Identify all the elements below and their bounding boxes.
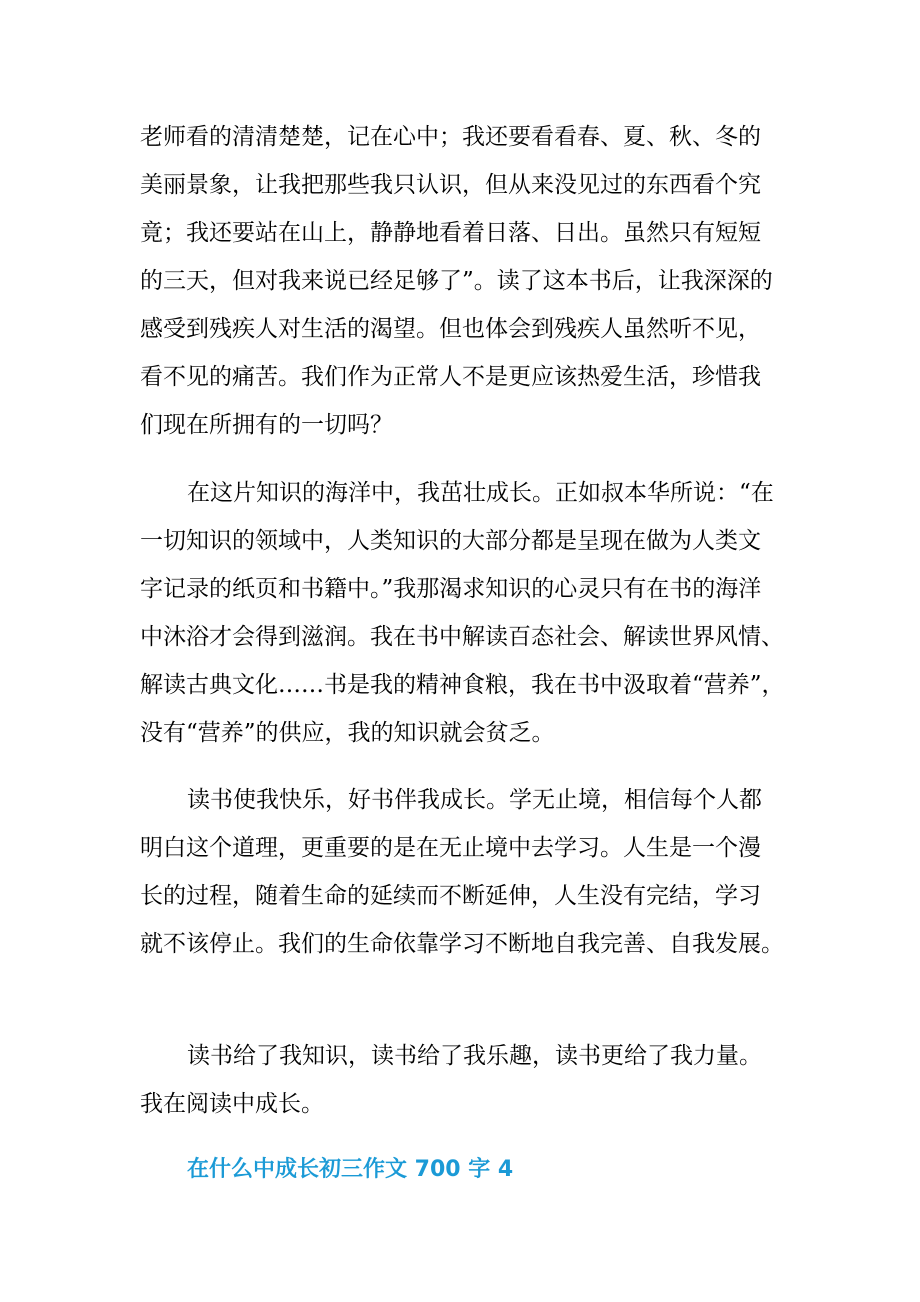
text-line: 美丽景象，让我把那些我只认识，但从来没见过的东西看个究 <box>140 172 761 198</box>
text-line: 读书给了我知识，读书给了我乐趣，读书更给了我力量。 <box>187 1043 762 1069</box>
text-line: 老师看的清清楚楚，记在心中；我还要看看春、夏、秋、冬的 <box>140 124 761 150</box>
paragraph <box>140 776 800 968</box>
text-line: 们现在所拥有的一切吗？ <box>140 412 393 438</box>
text-line: 中沐浴才会得到滋润。我在书中解读百态社会、解读世界风情、 <box>140 624 784 650</box>
text-line: 竟；我还要站在山上，静静地看着日落、日出。虽然只有短短 <box>140 220 761 246</box>
text-line: 在这片知识的海洋中，我茁壮成长。正如叔本华所说：“在 <box>187 480 774 506</box>
text-line: 长的过程，随着生命的延续而不断延伸，人生没有完结，学习 <box>140 883 761 909</box>
text-line: 就不该停止。我们的生命依靠学习不断地自我完善、自我发展。 <box>140 931 784 957</box>
paragraph <box>140 113 800 449</box>
paragraph <box>140 469 800 757</box>
text-line: 我在阅读中成长。 <box>140 1091 324 1117</box>
section-heading: 在什么中成长初三作文 700 字 4 <box>187 1157 514 1182</box>
text-line: 解读古典文化……书是我的精神食粮，我在书中汲取着“营养”， <box>140 672 785 698</box>
text-line: 明白这个道理，更重要的是在无止境中去学习。人生是一个漫 <box>140 835 761 861</box>
text-line: 看不见的痛苦。我们作为正常人不是更应该热爱生活，珍惜我 <box>140 364 761 390</box>
text-line: 一切知识的领域中，人类知识的大部分都是呈现在做为人类文 <box>140 528 761 554</box>
paragraph <box>140 1032 800 1128</box>
text-line: 没有“营养”的供应，我的知识就会贫乏。 <box>140 720 555 746</box>
text-line: 的三天，但对我来说已经足够了”。读了这本书后，让我深深的 <box>140 268 773 294</box>
text-line: 读书使我快乐，好书伴我成长。学无止境，相信每个人都 <box>187 787 762 813</box>
text-line: 感受到残疾人对生活的渴望。但也体会到残疾人虽然听不见， <box>140 316 761 342</box>
text-line: 字记录的纸页和书籍中。”我那渴求知识的心灵只有在书的海洋 <box>140 576 762 602</box>
